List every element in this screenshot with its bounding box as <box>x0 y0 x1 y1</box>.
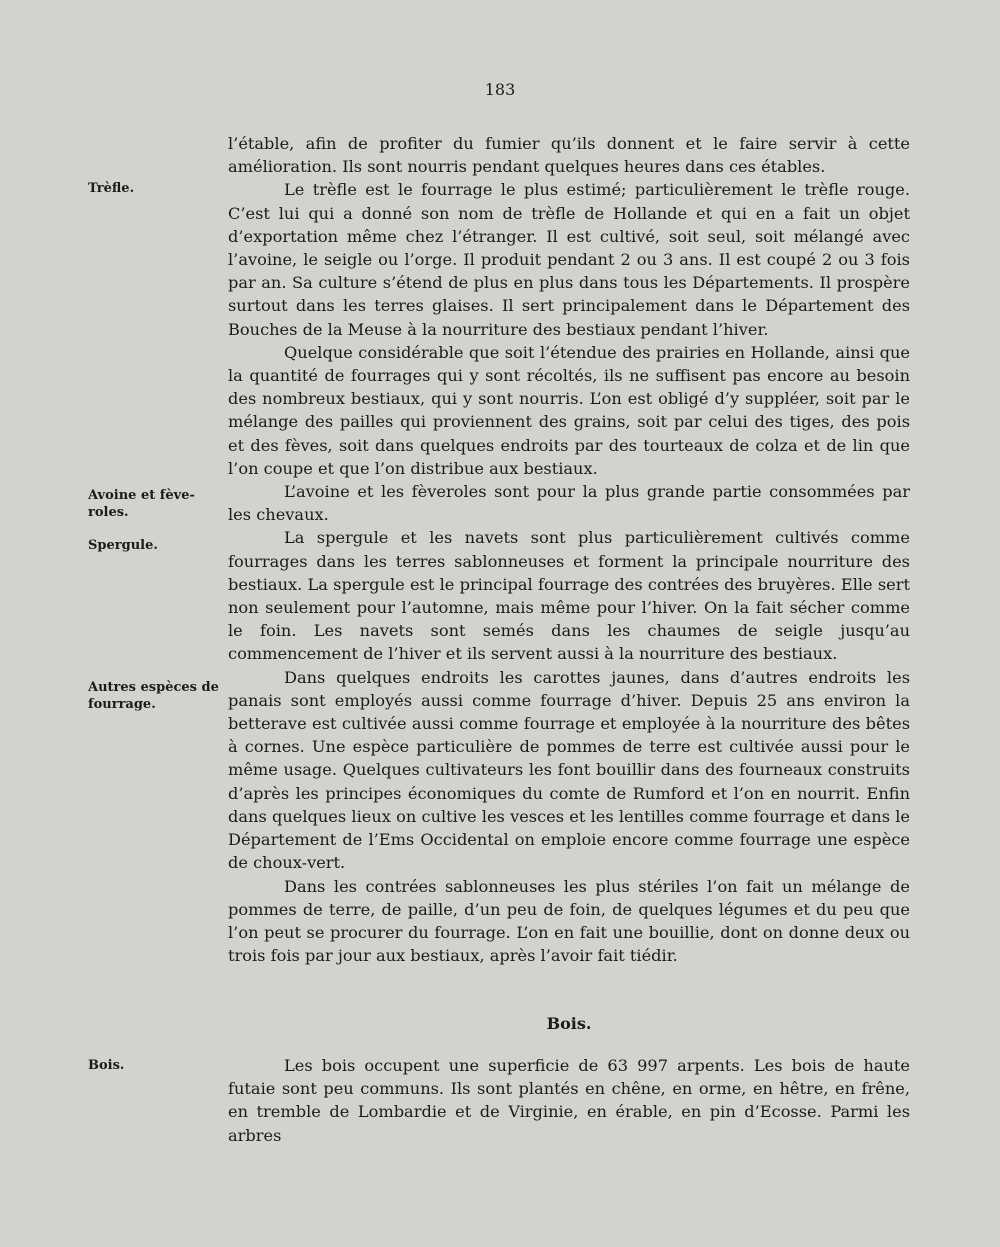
paragraph-contrees-sablonneuses: Dans les contrées sablonneuses les plus stériles l’on fait un mélange de pommes de terre, de paille, d’un peu de foin, de quelques légumes et du peu que l’on peut se procurer du fourrage. L’on en fait une bouillie, dont on donne deux ou trois fois par jour aux bestiaux, après l’avoir fait tiédir. <box>228 876 910 966</box>
paragraph-prairies: Quelque considérable que soit l’étendue des prairies en Hollande, ainsi que la quantité de fourrages qui y sont récoltés, ils ne suffisent pas encore au besoin des nombreux bestiaux, qui y sont nourris. L’on est obligé d’y suppléer, soit par le mélange des pailles qui proviennent des grains, soit par celui des tiges, des pois et des fèves, soit dans quelques endroits par des tourteaux de colza et de lin que l’on coupe et que l’on distribue aux bestiaux. <box>228 342 910 478</box>
paragraph-spergule: La spergule et les navets sont plus particulièrement cultivés comme fourrages dans les terres sablonneuses et forment la principale nourriture des bestiaux. La spergule est le principal fourrage des contrées des bruyères. Elle sert non seulement pour l’automne, mais même pour l’hiver. On la fait sécher comme le foin. Les navets sont semés dans les chaumes de seigle jusqu’au commencement de l’hiver et ils servent aussi à la nourriture des bestiaux. <box>228 528 910 664</box>
paragraph-autres-fourrages: Dans quelques endroits les carottes jaunes, dans d’autres endroits les panais sont employés aussi comme fourrage d’hiver. Depuis 25 ans environ la betterave est cultivée aussi comme fourrage et employée à la nourriture des bêtes à cornes. Une espèce particulière de pommes de terre est cultivée aussi pour le même usage. Quelques cultivateurs les font bouillir dans des fourneaux construits d’après les principes économiques du comte de Rumford et l’on en nourrit. Enfin dans quelques lieux on cultive les vesces et les lentilles comme fourrage et dans le Département de l’Ems Occidental on emploie encore comme fourrage une espèce de choux-vert. <box>228 667 910 873</box>
section-heading-bois: Bois. <box>546 1014 592 1033</box>
paragraph-trefle: Le trèfle est le fourrage le plus estimé; particulièrement le trèfle rouge. C’est lui qui a donné son nom de trèfle de Hollande et qui en a fait un objet d’exportation même chez l’étranger. Il est cultivé, soit seul, soit mélangé avec l’avoine, le seigle ou l’orge. Il produit pendant 2 ou 3 ans. Il est coupé 2 ou 3 fois par an. Sa culture s’étend de plus en plus dans tous les Départements. Il prospère surtout dans les terres glaises. Il sert principalement dans le Département des Bouches de la Meuse à la nourriture des bestiaux pendant l’hiver. <box>228 180 910 339</box>
margin-note-autres-especes: Autres espèces de fourrage. <box>88 680 219 712</box>
body-text-main <box>228 132 910 967</box>
paragraph-bois: Les bois occupent une superficie de 63 997 arpents. Les bois de haute futaie sont peu communs. Ils sont plantés en chêne, en orme, en hêtre, en frêne, en tremble de Lombardie et de Virginie, en érable, en pin d’Ecosse. Parmi les arbres <box>228 1056 910 1145</box>
margin-note-trefle: Trèfle. <box>88 181 135 196</box>
paragraph-avoine: L’avoine et les fèveroles sont pour la plus grande partie consommées par les chevaux. <box>228 482 910 525</box>
margin-note-avoine: Avoine et fève-roles. <box>88 488 195 520</box>
paragraph-etable: l’étable, afin de profiter du fumier qu’ils donnent et le faire servir à cette amélioration. Ils sont nourris pendant quelques heures dans ces étables. <box>228 134 910 177</box>
body-text-bois <box>228 1054 910 1147</box>
margin-note-bois: Bois. <box>88 1058 125 1073</box>
page-number: 183 <box>484 80 516 99</box>
margin-note-spergule: Spergule. <box>88 538 158 553</box>
